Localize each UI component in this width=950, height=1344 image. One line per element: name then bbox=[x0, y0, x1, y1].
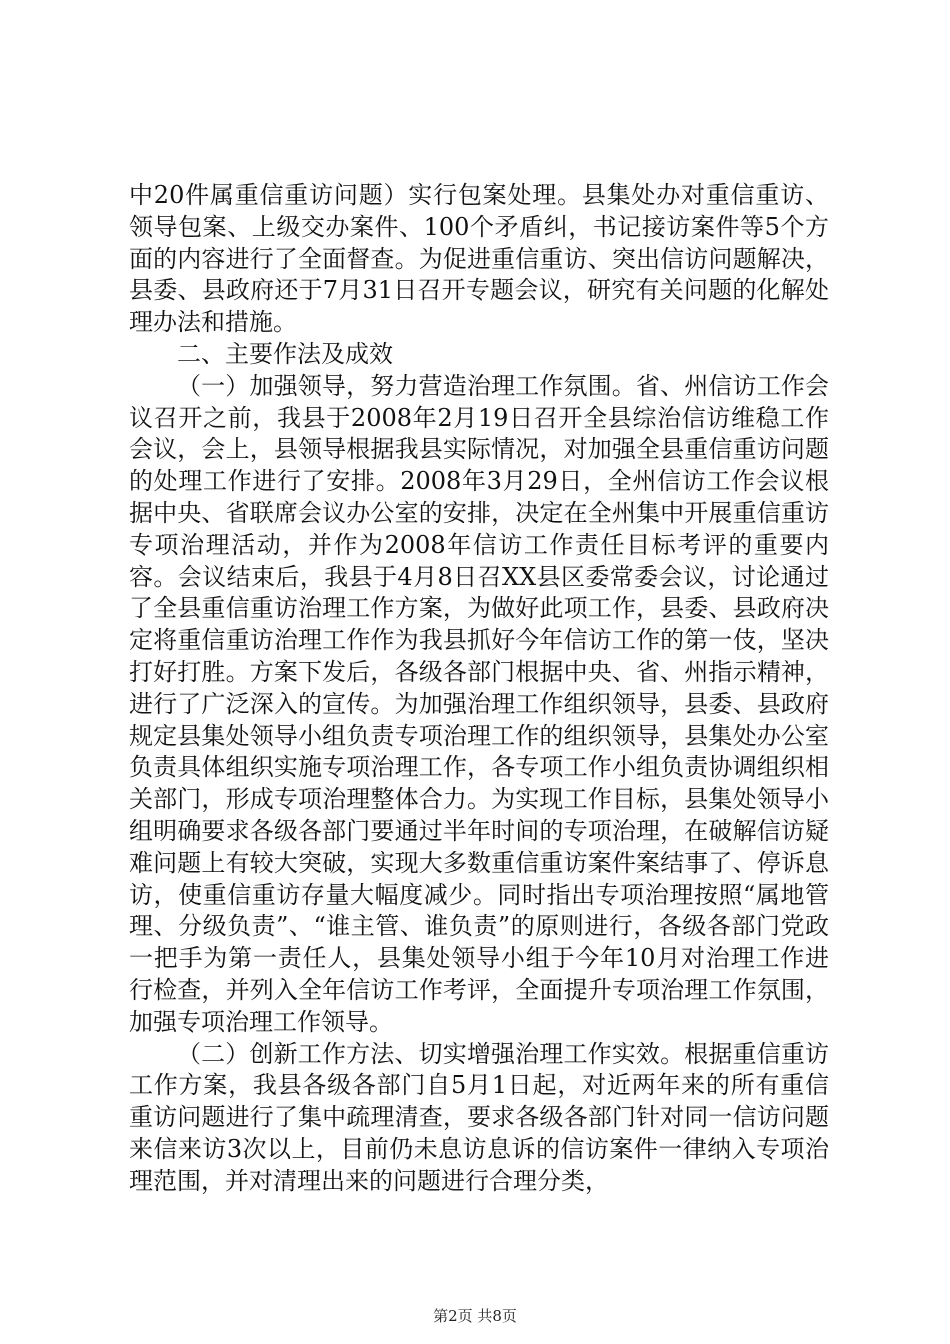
page-number-footer: 第2页 共8页 bbox=[433, 1307, 517, 1325]
paragraph-continuation: 中20件属重信重访问题）实行包案处理。县集处办对重信重访、领导包案、上级交办案件、100个矛盾纠，书记接访案件等5个方面的内容进行了全面督查。为促进重信重访、突出信访问题解决，县委、县政府还于7月31日召开专题会议，研究有关问题的化解处理办法和措施。 bbox=[129, 181, 829, 337]
paragraph-methods: （二）创新工作方法、切实增强治理工作实效。根据重信重访工作方案，我县各级各部门自5月1日起，对近两年来的所有重信重访问题进行了集中疏理清查，要求各级各部门针对同一信访问题来信来访3次以上，目前仍未息访息诉的信访案件一律纳入专项治理范围，并对清理出来的问题进行合理分类， bbox=[129, 1039, 829, 1195]
paragraph-leadership: （一）加强领导，努力营造治理工作氛围。省、州信访工作会议召开之前，我县于2008年2月19日召开全县综治信访维稳工作会议，会上，县领导根据我县实际情况，对加强全县重信重访问题的处理工作进行了安排。2008年3月29日，全州信访工作会议根据中央、省联席会议办公室的安排，决定在全州集中开展重信重访专项治理活动，并作为2008年信访工作责任目标考评的重要内容。会议结束后，我县于4月8日召XX县区委常委会议，讨论通过了全县重信重访治理工作方案，为做好此项工作，县委、县政府决定将重信重访治理工作作为我县抓好今年信访工作的第一伎，坚决打好打胜。方案下发后，各级各部门根据中央、省、州指示精神，进行了广泛深入的宣传。为加强治理工作组织领导，县委、县政府规定县集处领导小组负责专项治理工作的组织领导，县集处办公室负责具体组织实施专项治理工作，各专项工作小组负责协调组织相关部门，形成专项治理整体合力。为实现工作目标，县集处领导小组明确要求各级各部门要通过半年时间的专项治理，在破解信访疑难问题上有较大突破，实现大多数重信重访案件案结事了、停诉息访，使重信重访存量大幅度减少。同时指出专项治理按照“属地管理、分级负责”、“谁主管、谁负责”的原则进行，各级各部门党政一把手为第一责任人，县集处领导小组于今年10月对治理工作进行检查，并列入全年信访工作考评，全面提升专项治理工作氛围，加强专项治理工作领导。 bbox=[129, 371, 829, 1036]
document-body bbox=[129, 180, 829, 1198]
section-heading: 二、主要作法及成效 bbox=[177, 339, 393, 368]
